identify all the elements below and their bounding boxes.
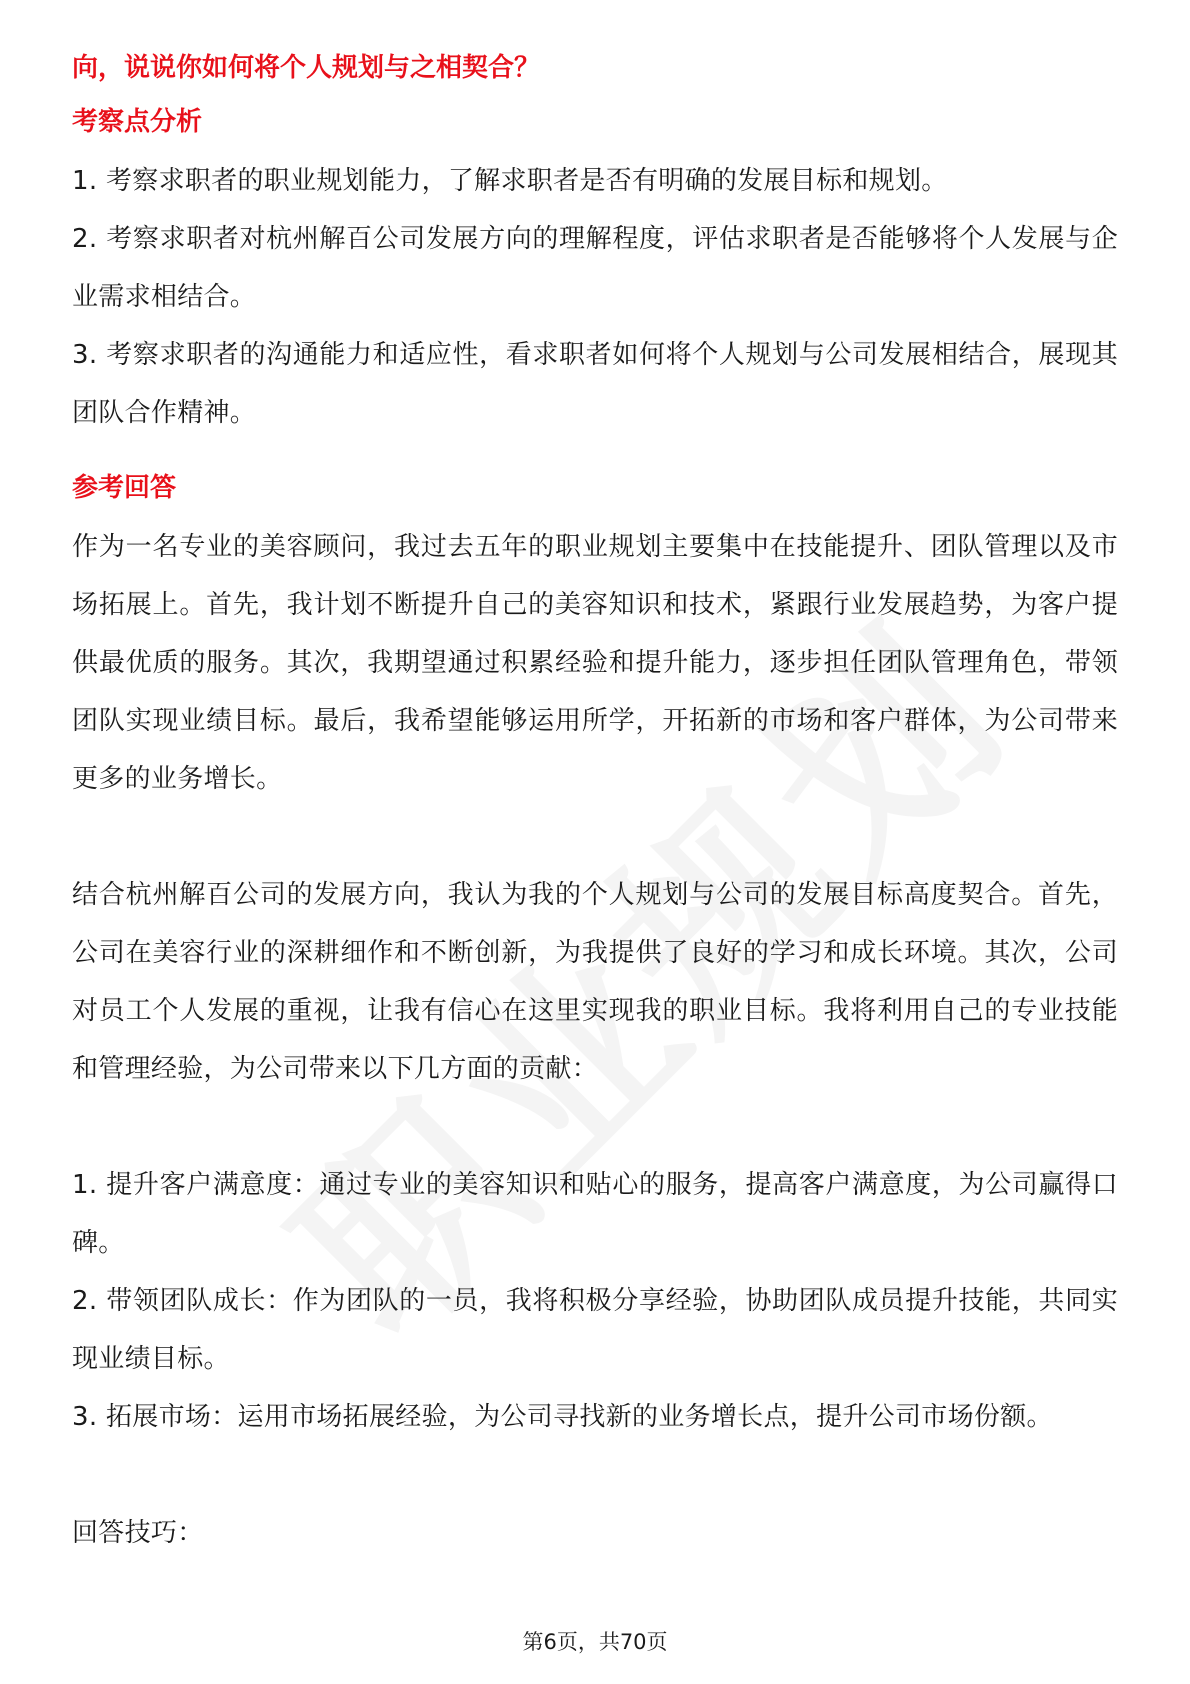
answer-paragraph: 结合杭州解百公司的发展方向，我认为我的个人规划与公司的发展目标高度契合。首先，公司在美容行业的深耕细作和不断创新，为我提供了良好的学习和成长环境。其次，公司对员工个人发展的重视，让我有信心在这里实现我的职业目标。我将利用自己的专业技能和管理经验，为公司带来以下几方面的贡献： (72, 880, 1118, 1084)
tips-label: 回答技巧： (72, 1518, 204, 1548)
paragraph-gap (72, 1446, 1118, 1504)
answer-title: 参考回答 (72, 473, 177, 503)
contribution-item: 1. 提升客户满意度：通过专业的美容知识和贴心的服务，提高客户满意度，为公司赢得口碑。 (72, 1170, 1118, 1258)
analysis-title: 考察点分析 (72, 107, 203, 137)
question-heading: 向，说说你如何将个人规划与之相契合？ (72, 53, 541, 83)
page-footer: 第6页，共70页 (522, 1630, 668, 1654)
contribution-item: 2. 带领团队成长：作为团队的一员，我将积极分享经验，协助团队成员提升技能，共同实现业绩目标。 (72, 1286, 1118, 1374)
paragraph-gap (72, 1098, 1118, 1156)
analysis-item: 2. 考察求职者对杭州解百公司发展方向的理解程度，评估求职者是否能够将个人发展与企业需求相结合。 (72, 224, 1118, 312)
answer-paragraph: 作为一名专业的美容顾问，我过去五年的职业规划主要集中在技能提升、团队管理以及市场拓展上。首先，我计划不断提升自己的美容知识和技术，紧跟行业发展趋势，为客户提供最优质的服务。其次，我期望通过积累经验和提升能力，逐步担任团队管理角色，带领团队实现业绩目标。最后，我希望能够运用所学，开拓新的市场和客户群体，为公司带来更多的业务增长。 (72, 532, 1118, 794)
paragraph-gap (72, 808, 1118, 866)
analysis-item: 3. 考察求职者的沟通能力和适应性，看求职者如何将个人规划与公司发展相结合，展现其团队合作精神。 (72, 340, 1118, 428)
contribution-item: 3. 拓展市场：运用市场拓展经验，为公司寻找新的业务增长点，提升公司市场份额。 (72, 1402, 1053, 1432)
page-content (72, 48, 1118, 1562)
analysis-item: 1. 考察求职者的职业规划能力，了解求职者是否有明确的发展目标和规划。 (72, 166, 948, 196)
